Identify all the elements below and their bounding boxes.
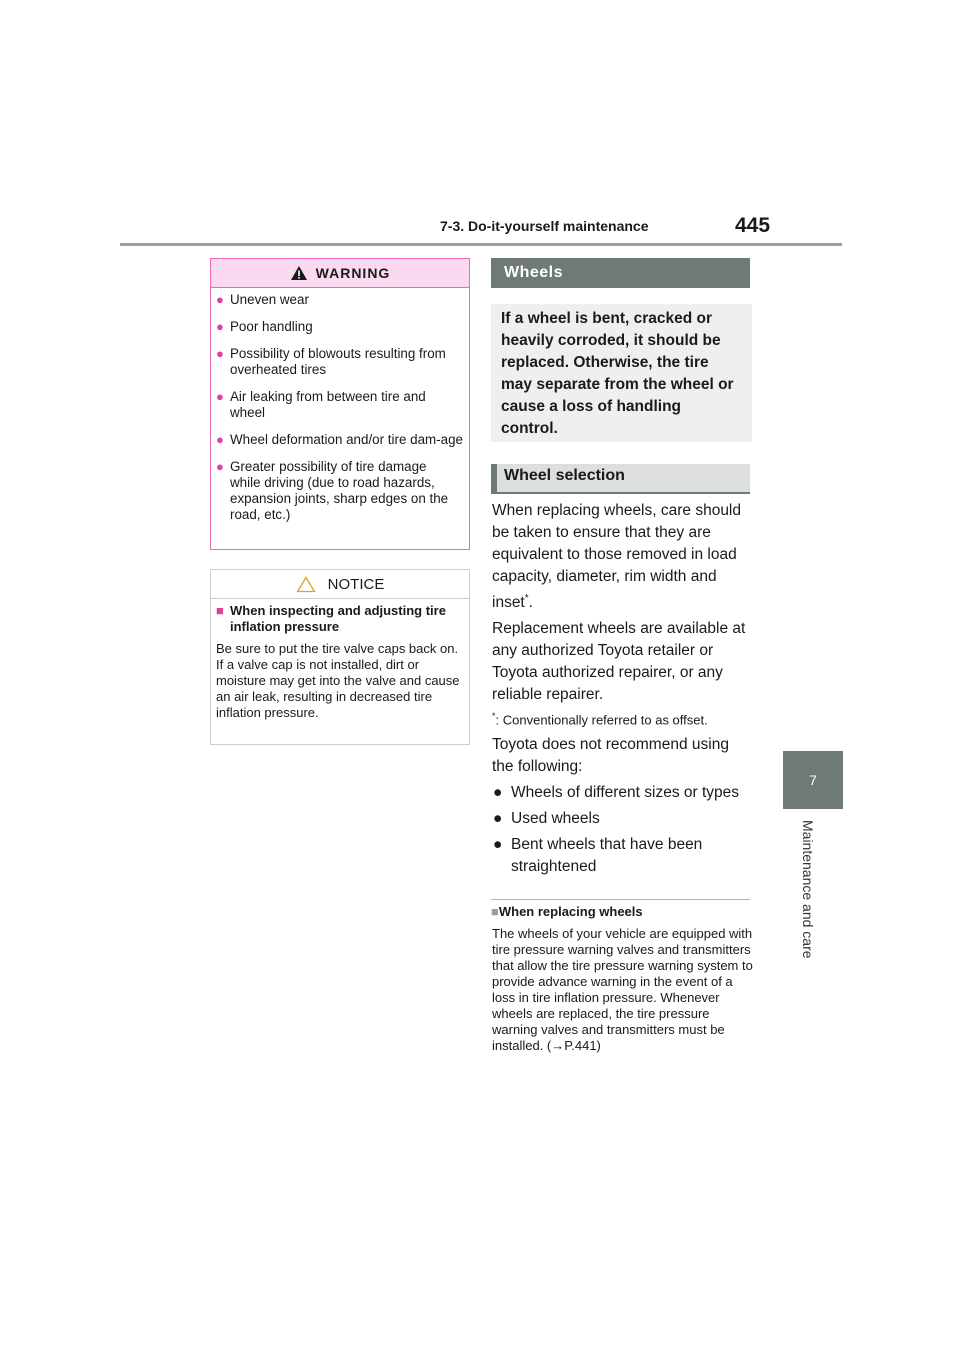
notice-subtitle: ■ When inspecting and adjusting tire inflation pressure <box>216 603 446 634</box>
bullet-icon: ● <box>216 432 224 447</box>
warning-item: ● Air leaking from between tire and wheel <box>216 389 426 420</box>
warning-item: ● Wheel deformation and/or tire dam-age <box>216 432 463 447</box>
warning-item: ● Uneven wear <box>216 292 309 307</box>
section-title: 7-3. Do-it-yourself maintenance <box>440 218 649 234</box>
list-item: ● Used wheels <box>493 808 755 830</box>
list-item: ● Bent wheels that have been straightened <box>493 834 755 878</box>
caution-triangle-icon <box>296 576 316 593</box>
square-bullet-icon: ■ <box>491 904 499 919</box>
wheels-intro: If a wheel is bent, cracked or heavily corroded, it should be replaced. Otherwise, the tire may separate from the wheel or cause a loss of handling control. <box>491 304 752 442</box>
list-item: ● Wheels of different sizes or types <box>493 782 755 804</box>
heading-bar <box>491 464 497 494</box>
recommendation-paragraph: Toyota does not recommend using the following: <box>492 736 729 775</box>
bullet-icon: ● <box>216 292 224 307</box>
notice-header <box>211 570 469 599</box>
chapter-tab: 7 <box>783 751 843 809</box>
header-rule <box>120 243 842 246</box>
not-recommended-list <box>493 782 755 882</box>
wheels-heading: Wheels <box>491 258 750 288</box>
warning-item: ● Poor handling <box>216 319 313 334</box>
when-replacing-body: The wheels of your vehicle are equipped with tire pressure warning valves and transmitters that allow the tire pressure warning system to provide advance warning in the event of a loss in tire inflation pressure. Whenever wheels are replaced, the tire pressure warning valves and transmitters must be installed. (→P.441) <box>492 926 753 1053</box>
bullet-icon: ● <box>216 319 224 334</box>
when-replacing-heading: ■When replacing wheels <box>491 904 643 919</box>
warning-list <box>211 288 469 523</box>
bullet-icon: ● <box>216 389 224 404</box>
bullet-icon: ● <box>493 836 503 853</box>
section-divider <box>491 899 750 900</box>
bullet-icon: ● <box>493 810 503 827</box>
chapter-name: Maintenance and care <box>800 820 816 959</box>
warning-box <box>210 258 470 550</box>
bullet-icon: ● <box>216 459 224 474</box>
bullet-icon: ● <box>216 346 224 361</box>
notice-title: NOTICE <box>327 575 385 593</box>
warning-item: ● Possibility of blowouts resulting from overheated tires <box>216 346 446 377</box>
notice-text: Be sure to put the tire valve caps back on. If a valve cap is not installed, dirt or moisture may get into the valve and cause an air leak, resulting in decreased tire inflation pressure. <box>216 641 460 720</box>
warning-title: WARNING <box>315 265 391 281</box>
warning-item: ● Greater possibility of tire damage while driving (due to road hazards, expansion joints, sharp edges on the road, etc.) <box>216 459 449 522</box>
replacement-paragraph: Replacement wheels are available at any authorized Toyota retailer or Toyota authorized repairer, or any reliable repairer. <box>492 620 746 703</box>
warning-triangle-icon <box>290 265 308 281</box>
wheel-selection-paragraph: When replacing wheels, care should be taken to ensure that they are equivalent to those removed in load capacity, diameter, rim width and inset*. <box>492 502 741 612</box>
notice-box <box>210 569 470 745</box>
warning-header <box>211 259 469 288</box>
footnote: *: Conventionally referred to as offset. <box>492 711 708 728</box>
wheel-selection-heading: Wheel selection <box>491 464 750 494</box>
bullet-icon: ● <box>493 784 503 801</box>
page-number: 445 <box>735 214 771 237</box>
square-bullet-icon: ■ <box>216 603 224 618</box>
